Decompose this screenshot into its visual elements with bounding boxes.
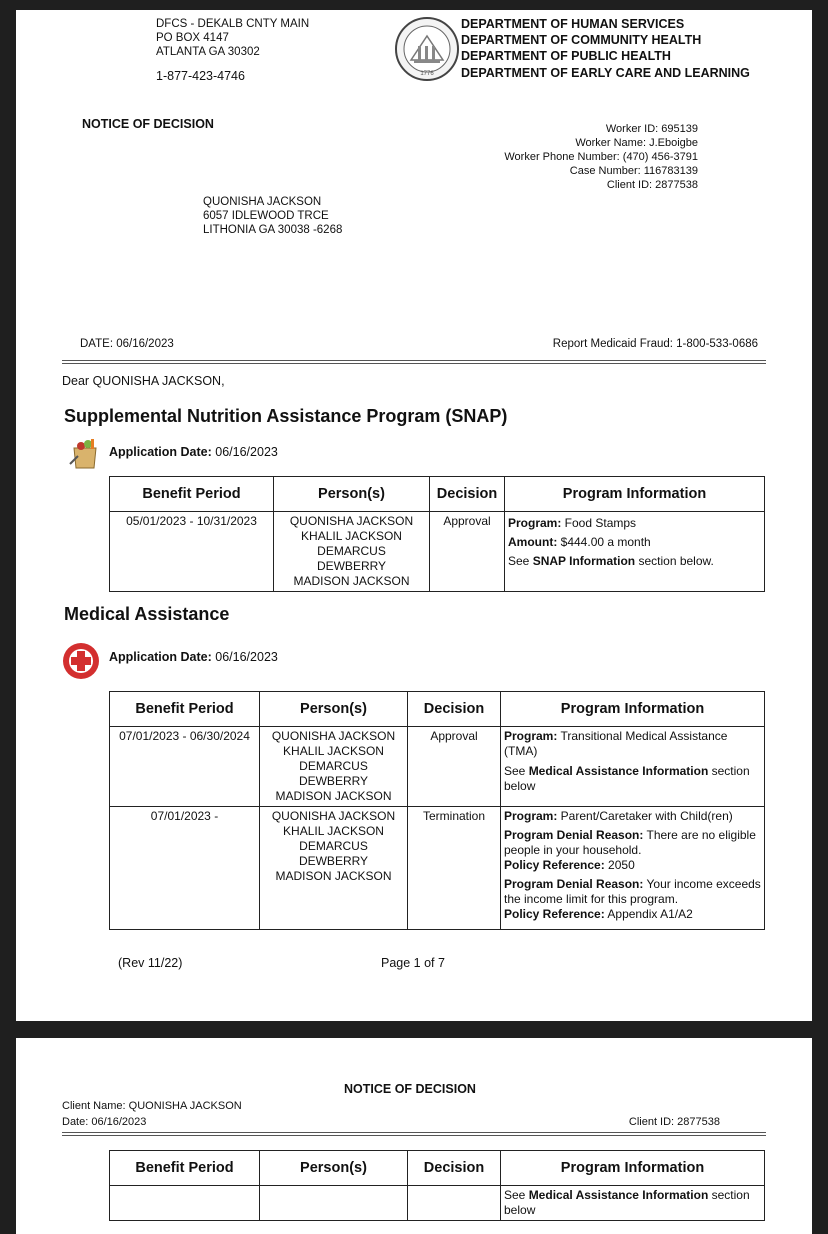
medical-cross-icon [62, 642, 100, 680]
worker-id: Worker ID: 695139 [605, 123, 698, 135]
col-benefit-period: Benefit Period [110, 477, 274, 512]
col-decision: Decision [408, 692, 501, 727]
program-info-cell: Program: Transitional Medical Assistance (TMA) See Medical Assistance Information section below [501, 727, 765, 807]
case-number: Case Number: 116783139 [569, 165, 698, 177]
dept-line-4: DEPARTMENT OF EARLY CARE AND LEARNING [461, 66, 750, 80]
program-info-cell: Program: Parent/Caretaker with Child(ren) Program Denial Reason: There are no eligible people in your household. Policy Reference: 2050 Program Denial Reason: Your income exceeds the income limit for this program. Policy Reference: Appendix A1/A2 [501, 807, 765, 930]
sender-city: ATLANTA GA 30302 [156, 46, 260, 58]
page-number: Page 1 of 7 [381, 956, 445, 970]
decision-cell: Approval [408, 727, 501, 807]
grocery-bag-icon [68, 436, 102, 470]
col-program-info: Program Information [505, 477, 765, 512]
document-page-2 [16, 1038, 812, 1234]
dept-line-3: DEPARTMENT OF PUBLIC HEALTH [461, 49, 671, 63]
persons-cell [260, 1186, 408, 1221]
fraud-hotline: Report Medicaid Fraud: 1-800-533-0686 [552, 338, 758, 350]
snap-section-title: Supplemental Nutrition Assistance Program (SNAP) [64, 406, 508, 426]
decision-cell: Termination [408, 807, 501, 930]
notice-title: NOTICE OF DECISION [344, 1082, 476, 1096]
worker-info-block [504, 122, 698, 192]
persons-cell: QUONISHA JACKSON KHALIL JACKSON DEMARCUS DEWBERRY MADISON JACKSON [260, 727, 408, 807]
header-divider [62, 1132, 766, 1136]
revision-label: (Rev 11/22) [118, 956, 183, 970]
table-row [110, 1186, 765, 1221]
client-id: Client ID: 2877538 [628, 1116, 720, 1128]
benefit-period-cell: 07/01/2023 - [110, 807, 260, 930]
benefit-period-cell: 05/01/2023 - 10/31/2023 [110, 512, 274, 592]
col-benefit-period: Benefit Period [110, 1151, 260, 1186]
sender-name: DFCS - DEKALB CNTY MAIN [156, 18, 310, 30]
persons-cell: QUONISHA JACKSON KHALIL JACKSON DEMARCUS DEWBERRY MADISON JACKSON [274, 512, 430, 592]
dept-line-2: DEPARTMENT OF COMMUNITY HEALTH [461, 33, 702, 47]
recipient-name: QUONISHA JACKSON [203, 196, 322, 208]
notice-date: Date: 06/16/2023 [62, 1116, 147, 1128]
sender-phone: 1-877-423-4746 [156, 69, 245, 83]
col-persons: Person(s) [260, 692, 408, 727]
svg-text:1776: 1776 [420, 71, 434, 77]
col-persons: Person(s) [260, 1151, 408, 1186]
table-row [110, 807, 765, 930]
persons-cell: QUONISHA JACKSON KHALIL JACKSON DEMARCUS DEWBERRY MADISON JACKSON [260, 807, 408, 930]
decision-cell [408, 1186, 501, 1221]
header-divider [62, 360, 766, 364]
col-decision: Decision [408, 1151, 501, 1186]
notice-date: DATE: 06/16/2023 [80, 338, 174, 350]
benefit-period-cell: 07/01/2023 - 06/30/2024 [110, 727, 260, 807]
snap-application-date: Application Date: 06/16/2023 [109, 445, 278, 459]
sender-po-box: PO BOX 4147 [156, 32, 229, 44]
medical-benefit-table-continued [109, 1150, 765, 1221]
col-decision: Decision [430, 477, 505, 512]
recipient-street: 6057 IDLEWOOD TRCE [203, 210, 329, 222]
worker-name: Worker Name: J.Eboigbe [575, 137, 698, 149]
table-row [110, 727, 765, 807]
decision-cell: Approval [430, 512, 505, 592]
col-program-info: Program Information [501, 1151, 765, 1186]
medical-benefit-table [109, 691, 765, 930]
client-id: Client ID: 2877538 [606, 179, 698, 191]
program-info-cell: Program: Food Stamps Amount: $444.00 a month See SNAP Information section below. [505, 512, 765, 592]
notice-title: NOTICE OF DECISION [82, 117, 214, 131]
document-page-1 [16, 10, 812, 1021]
medical-application-date: Application Date: 06/16/2023 [109, 650, 278, 664]
client-name: Client Name: QUONISHA JACKSON [62, 1100, 242, 1112]
col-persons: Person(s) [274, 477, 430, 512]
program-info-cell: See Medical Assistance Information section below [501, 1186, 765, 1221]
col-program-info: Program Information [501, 692, 765, 727]
medical-section-title: Medical Assistance [64, 604, 230, 624]
snap-benefit-table [109, 476, 765, 592]
table-row [110, 512, 765, 592]
greeting: Dear QUONISHA JACKSON, [62, 374, 225, 388]
col-benefit-period: Benefit Period [110, 692, 260, 727]
recipient-city: LITHONIA GA 30038 -6268 [203, 224, 343, 236]
worker-phone: Worker Phone Number: (470) 456-3791 [504, 151, 698, 163]
benefit-period-cell [110, 1186, 260, 1221]
dept-line-1: DEPARTMENT OF HUMAN SERVICES [461, 17, 685, 31]
georgia-state-seal [394, 16, 460, 82]
